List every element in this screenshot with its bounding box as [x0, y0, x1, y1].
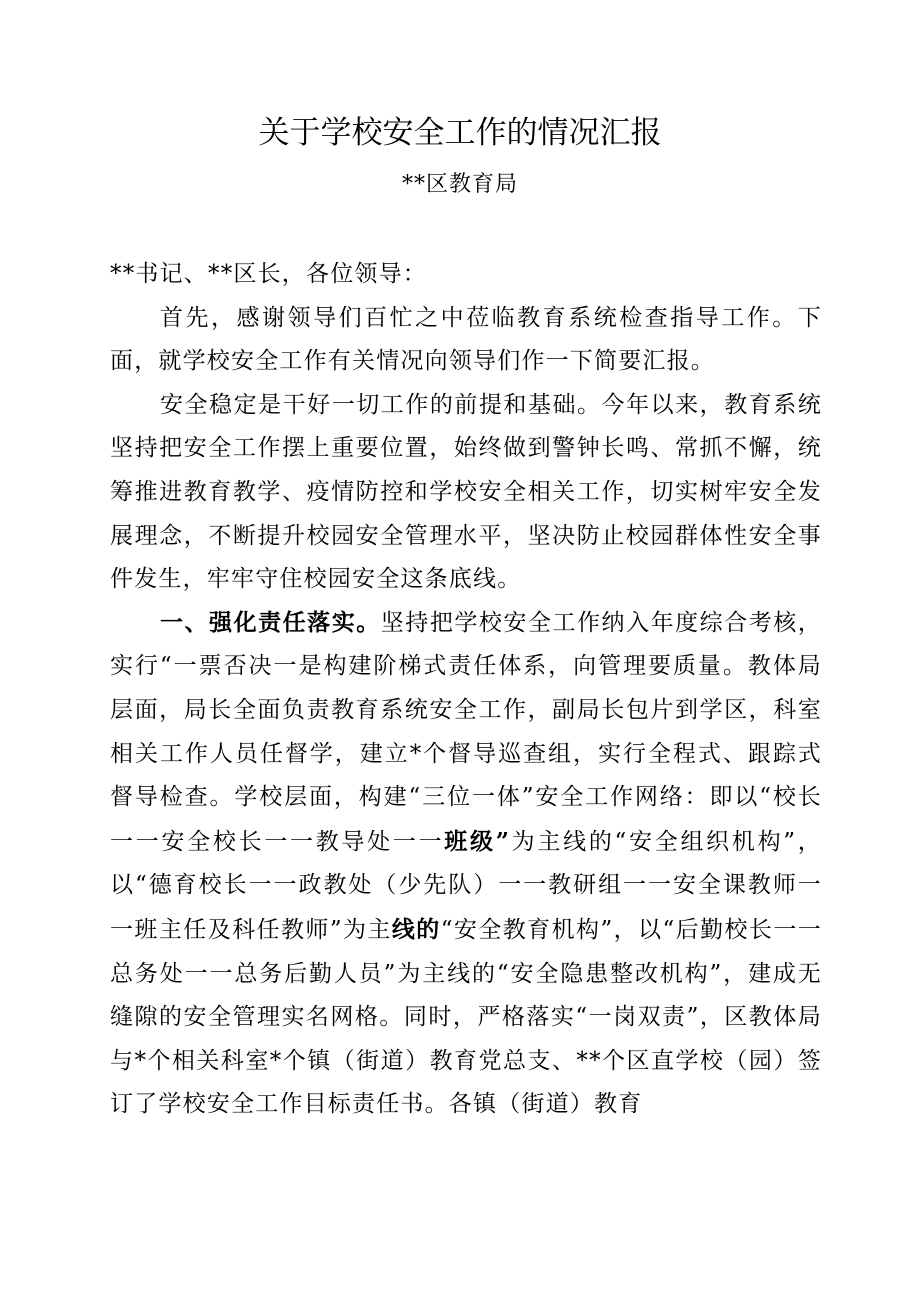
section-1-text-c: “安全教育机构”，以“后勤校长一一总务处一一总务后勤人员”为主线的“安全隐患整改机构”，建成无缝隙的安全管理实名网格。同时，严格落实“一岗双责”，区教体局与*个相关科室*个镇（街道）教育党总支、**个区直学校（园）签订了学校安全工作目标责任书。各镇（街道）教育 [110, 916, 822, 1118]
section-1-heading: 一、强化责任落实。 [160, 609, 381, 636]
paragraph-overview: 安全稳定是干好一切工作的前提和基础。今年以来，教育系统坚持把安全工作摆上重要位置，始终做到警钟长鸣、常抓不懈，统筹推进教育教学、疫情防控和学校安全相关工作，切实树牢安全发展理念，不断提升校园安全管理水平，坚决防止校园群体性安全事件发生，牢牢守住校园安全这条底线。 [110, 391, 822, 593]
document-title: 关于学校安全工作的情况汇报 [258, 115, 662, 151]
issuing-organization: **区教育局 [401, 172, 518, 197]
section-1-text-a: 坚持把学校安全工作纳入年度综合考核，实行“一票否决一是构建阶梯式责任体系，向管理要质量。教体局层面，局长全面负责教育系统安全工作，副局长包片到学区，科室相关工作人员任督学，建立*个督导巡查组，实行全程式、跟踪式督导检查。学校层面，构建“三位一体”安全工作网络：即以“校长一一安全校长一一教导处一一 [110, 609, 822, 855]
section-1-text-b: 为主线的“安全组织机构”，以“德育校长一一政教处（少先队）一一教研组一一安全课教师一一班主任及科任教师”为主 [110, 828, 822, 943]
section-1-bold-b: 线的 [391, 915, 441, 943]
paragraph-section-1 [110, 602, 822, 1127]
salutation: **书记、**区长，各位领导： [110, 261, 427, 287]
section-1-bold-a: 班级” [444, 827, 511, 855]
document-body [110, 253, 822, 1127]
paragraph-intro: 首先，感谢领导们百忙之中莅临教育系统检查指导工作。下面，就学校安全工作有关情况向领导们作一下简要汇报。 [110, 304, 822, 375]
